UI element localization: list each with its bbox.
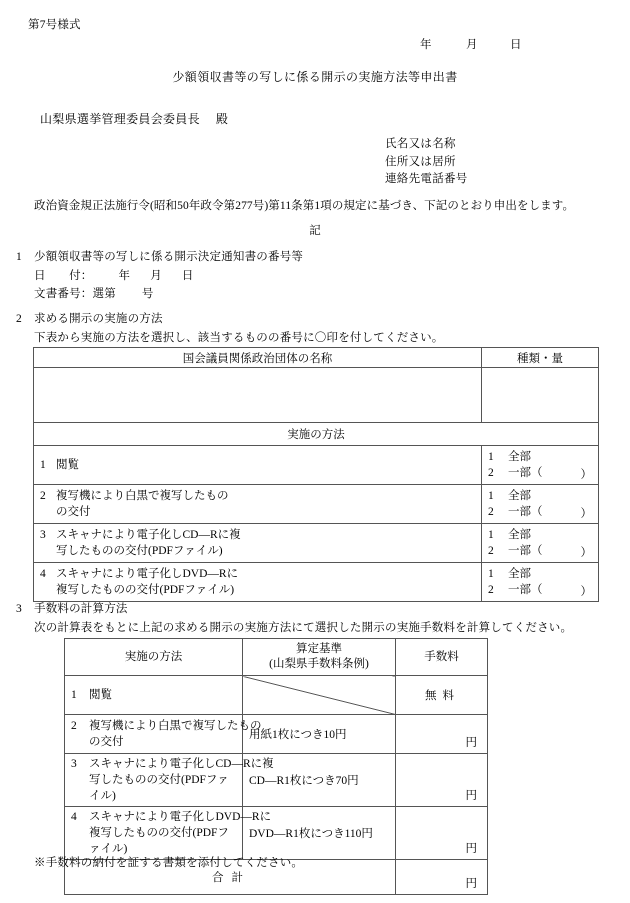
option-part-label[interactable]: 一部（ bbox=[508, 584, 543, 596]
option-full-label[interactable]: 全部 bbox=[508, 451, 531, 463]
form-number: 第7号様式 bbox=[28, 19, 81, 31]
fee-col-header-basis bbox=[243, 639, 396, 676]
method-row-2-number: 2 bbox=[40, 490, 46, 502]
col-header-org-name: 国会議員関係政治団体の名称 bbox=[34, 348, 482, 368]
option-full-number[interactable]: 1 bbox=[488, 490, 494, 502]
method-row-4-text-line1: スキャナにより電子化しDVD―Rに bbox=[56, 568, 239, 580]
option-part-label[interactable]: 一部（ bbox=[508, 467, 543, 479]
fee-row-2-number: 2 bbox=[71, 720, 77, 732]
header-date-line bbox=[420, 36, 600, 52]
section-3-heading: 手数料の計算方法 bbox=[34, 603, 128, 615]
section-1-heading: 少額領収書等の写しに係る開示決定通知書の番号等 bbox=[34, 251, 304, 263]
method-row-1-label bbox=[34, 446, 482, 485]
section-1-date-row bbox=[34, 267, 303, 286]
option-part-number[interactable]: 2 bbox=[488, 467, 494, 479]
table-row bbox=[34, 485, 599, 524]
method-row-4-options[interactable] bbox=[482, 563, 599, 602]
option-part-close-paren: ） bbox=[580, 586, 592, 598]
fee-row-2-basis: 用紙1枚につき10円 bbox=[243, 715, 396, 754]
method-row-3-label bbox=[34, 524, 482, 563]
subheader-implementation-method: 実施の方法 bbox=[34, 423, 599, 446]
applicant-name-label: 氏名又は名称 bbox=[385, 138, 456, 150]
header-date-day-label: 日 bbox=[510, 39, 522, 51]
method-row-3-number: 3 bbox=[40, 529, 46, 541]
option-part-close-paren: ） bbox=[580, 508, 592, 520]
section-1-date-year: 年 bbox=[118, 269, 131, 282]
section-2-number: 2 bbox=[16, 313, 22, 325]
method-row-3-text-line1: スキャナにより電子化しCD―Rに複 bbox=[56, 529, 241, 541]
fee-col-header-basis-line1: 算定基準 bbox=[296, 643, 342, 655]
footnote: ※手数料の納付を証する書類を添付してください。 bbox=[34, 857, 304, 869]
header-date-month-label: 月 bbox=[466, 39, 478, 51]
section-3 bbox=[16, 600, 572, 637]
fee-row-1-method-line1: 閲覧 bbox=[89, 689, 112, 701]
option-full-number[interactable]: 1 bbox=[488, 568, 494, 580]
method-row-2-label bbox=[34, 485, 482, 524]
col-header-type-qty: 種類・量 bbox=[482, 348, 599, 368]
table-row bbox=[34, 563, 599, 602]
method-row-2-options[interactable] bbox=[482, 485, 599, 524]
section-3-number: 3 bbox=[16, 603, 22, 615]
option-part-number[interactable]: 2 bbox=[488, 584, 494, 596]
section-1-docnum-row bbox=[34, 285, 303, 304]
table-row bbox=[34, 524, 599, 563]
option-part-label[interactable]: 一部（ bbox=[508, 506, 543, 518]
table-row bbox=[65, 754, 488, 807]
fee-row-4-method-line1: スキャナにより電子化しDVD―Rに bbox=[89, 811, 272, 823]
method-row-1-text-line1: 閲覧 bbox=[56, 459, 79, 471]
section-1-docnum-suffix: 号 bbox=[141, 288, 154, 300]
fee-col-header-basis-line2: (山梨県手数料条例) bbox=[269, 658, 369, 670]
legal-basis-sentence: 政治資金規正法施行令(昭和50年政令第277号)第11条第1項の規定に基づき、下記のとおり申出をします。 bbox=[34, 200, 575, 212]
section-2-heading: 求める開示の実施の方法 bbox=[34, 313, 163, 325]
disclosure-methods-table bbox=[33, 347, 599, 602]
method-row-4-text-line2: 複写したものの交付(PDFファイル) bbox=[56, 584, 235, 596]
addressee-name: 山梨県選挙管理委員会委員長 bbox=[40, 112, 200, 126]
fee-row-4-method-line2: 複写したものの交付(PDFファイル) bbox=[89, 827, 229, 855]
option-full-number[interactable]: 1 bbox=[488, 529, 494, 541]
option-part-number[interactable]: 2 bbox=[488, 545, 494, 557]
fee-total-label: 合計 bbox=[65, 860, 396, 895]
table-row bbox=[34, 423, 599, 446]
section-1-number: 1 bbox=[16, 251, 22, 263]
table-row bbox=[65, 807, 488, 860]
fee-row-3-method-line2: 写したものの交付(PDFファイル) bbox=[89, 774, 229, 802]
option-part-close-paren: ） bbox=[580, 547, 592, 559]
section-1 bbox=[16, 248, 303, 304]
addressee-line bbox=[40, 110, 228, 127]
fee-row-4-fee-input[interactable]: 円 bbox=[396, 807, 488, 860]
fee-row-2-fee-input[interactable]: 円 bbox=[396, 715, 488, 754]
table-row bbox=[34, 368, 599, 423]
fee-total-input[interactable]: 円 bbox=[396, 860, 488, 895]
option-part-number[interactable]: 2 bbox=[488, 506, 494, 518]
section-3-heading-line bbox=[16, 600, 572, 619]
type-qty-input-cell[interactable] bbox=[482, 368, 599, 423]
applicant-phone-label: 連絡先電話番号 bbox=[385, 173, 468, 185]
fee-row-3-fee-input[interactable]: 円 bbox=[396, 754, 488, 807]
section-1-date-label: 日 付： bbox=[34, 269, 93, 282]
fee-row-2-method-line2: の交付 bbox=[89, 736, 124, 748]
fee-col-header-fee: 手数料 bbox=[396, 639, 488, 676]
section-2 bbox=[16, 310, 444, 347]
header-date-year-label: 年 bbox=[420, 39, 432, 51]
ki-mark: 記 bbox=[309, 225, 321, 237]
method-row-3-options[interactable] bbox=[482, 524, 599, 563]
fee-row-3-method-line1: スキャナにより電子化しCD―Rに複 bbox=[89, 758, 274, 770]
table-row bbox=[65, 715, 488, 754]
option-full-label[interactable]: 全部 bbox=[508, 529, 531, 541]
section-1-date-day: 日 bbox=[181, 269, 194, 282]
fee-row-4-number: 4 bbox=[71, 811, 77, 823]
option-full-label[interactable]: 全部 bbox=[508, 490, 531, 502]
fee-row-4-method bbox=[65, 807, 272, 860]
fee-col-header-method: 実施の方法 bbox=[65, 639, 243, 676]
addressee-honorific: 殿 bbox=[215, 112, 229, 126]
option-full-label[interactable]: 全部 bbox=[508, 568, 531, 580]
fee-row-1-fee-value: 無料 bbox=[396, 676, 488, 715]
section-2-instruction: 下表から実施の方法を選択し、該当するものの番号に〇印を付してください。 bbox=[34, 331, 444, 344]
option-part-label[interactable]: 一部（ bbox=[508, 545, 543, 557]
fee-row-3-method bbox=[65, 754, 274, 807]
fee-row-1-basis bbox=[243, 676, 396, 715]
method-row-2-text-line1: 複写機により白黒で複写したもの bbox=[56, 490, 229, 502]
applicant-fields bbox=[385, 136, 468, 189]
applicant-address-label: 住所又は居所 bbox=[385, 155, 456, 168]
method-row-2-text-line2: の交付 bbox=[56, 506, 91, 518]
section-3-instruction: 次の計算表をもとに上記の求める開示の実施方法にて選択した開示の実施手数料を計算してください。 bbox=[34, 621, 573, 634]
option-full-number[interactable]: 1 bbox=[488, 451, 494, 463]
fee-row-4-basis: DVD―R1枚につき110円 bbox=[243, 807, 396, 860]
section-1-heading-line bbox=[16, 248, 303, 267]
fee-row-2-method bbox=[65, 715, 262, 754]
org-name-input-cell[interactable] bbox=[34, 368, 482, 423]
section-1-date-month: 月 bbox=[150, 269, 162, 282]
method-row-1-number: 1 bbox=[40, 459, 46, 471]
option-part-close-paren: ） bbox=[580, 469, 592, 481]
table-row bbox=[34, 446, 599, 485]
fee-row-2-method-line1: 複写機により白黒で複写したもの bbox=[89, 720, 262, 732]
section-1-docnum-label: 文書番号：選第 bbox=[34, 288, 116, 300]
method-row-4-label bbox=[34, 563, 482, 602]
page-title: 少額領収書等の写しに係る開示の実施方法等申出書 bbox=[172, 70, 458, 84]
fee-row-3-number: 3 bbox=[71, 758, 77, 770]
method-row-1-options[interactable] bbox=[482, 446, 599, 485]
table-row bbox=[65, 639, 488, 676]
fee-row-1-method bbox=[65, 676, 243, 715]
table-row bbox=[65, 676, 488, 715]
fee-row-1-number: 1 bbox=[71, 689, 77, 701]
method-row-3-text-line2: 写したものの交付(PDFファイル) bbox=[56, 545, 223, 557]
fee-row-3-basis: CD―R1枚につき70円 bbox=[243, 754, 396, 807]
table-row bbox=[34, 348, 599, 368]
method-row-4-number: 4 bbox=[40, 568, 46, 580]
section-2-heading-line bbox=[16, 310, 444, 329]
